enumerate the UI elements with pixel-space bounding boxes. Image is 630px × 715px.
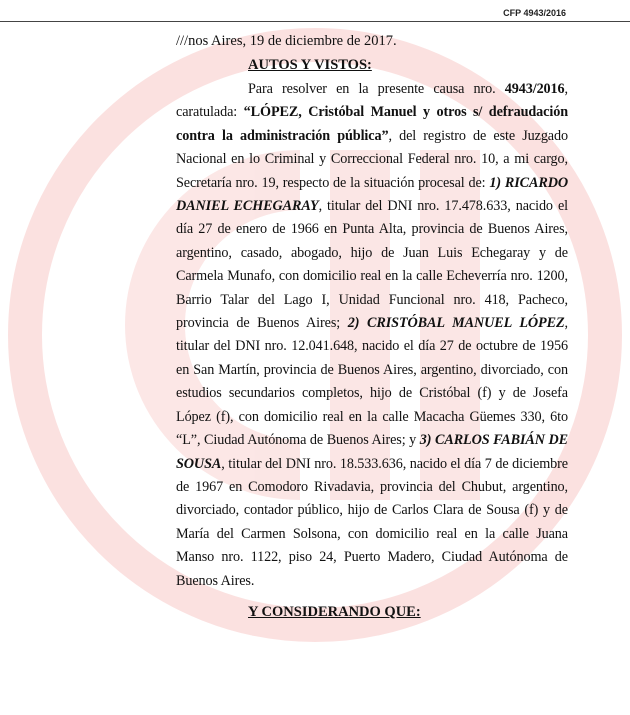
defendant-name-2: 2) CRISTÓBAL MANUEL LÓPEZ [347,315,565,332]
document-body [176,32,568,621]
text-run: , caratulada: [176,81,568,121]
text-run: Para resolver en la presente causa nro. [248,81,505,97]
text-run: , titular del DNI nro. 12.041.648, nacido el día 27 de octubre de 1956 en San Martín, provincia de Buenos Aires, argentino, divorciado, con estudios secundarios completos, hijo de Cristóbal (f) y de Josefa López (f), con domicilio real en la calle Macacha Güemes 330, 6to “L”, Ciudad Autónoma de Buenos Aires; y [176,315,568,449]
section-heading-autos: AUTOS Y VISTOS: [248,57,372,73]
defendant-name-3: 3) CARLOS FABIÁN DE SOUSA [176,432,568,472]
case-caption: “LÓPEZ, Cristóbal Manuel y otros s/ defraudación contra la administración pública” [176,104,568,144]
text-run: , titular del DNI nro. 18.533.636, nacido el día 7 de diciembre de 1967 en Comodoro Rivadavia, provincia del Chubut, argentino, divorciado, contador público, hijo de Carlos Clara de Sousa (f) y de María del Carmen Solsona, con domicilio real en la calle Juana Manso nro. 1122, piso 24, Puerto Madero, Ciudad Autónoma de Buenos Aires. [176,455,568,589]
text-run: , del registro de este Juzgado Nacional en lo Criminal y Correccional Federal nro. 10, a mi cargo, Secretaría nro. 19, respecto de la situación procesal de: [176,127,568,191]
body-paragraph [176,78,568,593]
defendant-name-1: 1) RICARDO DANIEL ECHEGARAY [176,174,568,215]
section-heading-considerando: Y CONSIDERANDO QUE: [248,603,421,620]
date-line: ///nos Aires, 19 de diciembre de 2017. [176,33,397,49]
case-reference: CFP 4943/2016 [503,8,566,18]
text-run: , titular del DNI nro. 17.478.633, nacido el día 27 de enero de 1966 en Punta Alta, provincia de Buenos Aires, argentino, casado, abogado, hijo de Juan Luis Echegaray y de Carmela Munafo, con domicilio real en la calle Echeverría nro. 1200, Barrio Talar del Lago I, Unidad Funcional nro. 418, Pacheco, provincia de Buenos Aires; [176,198,569,332]
case-number: 4943/2016 [504,81,565,97]
